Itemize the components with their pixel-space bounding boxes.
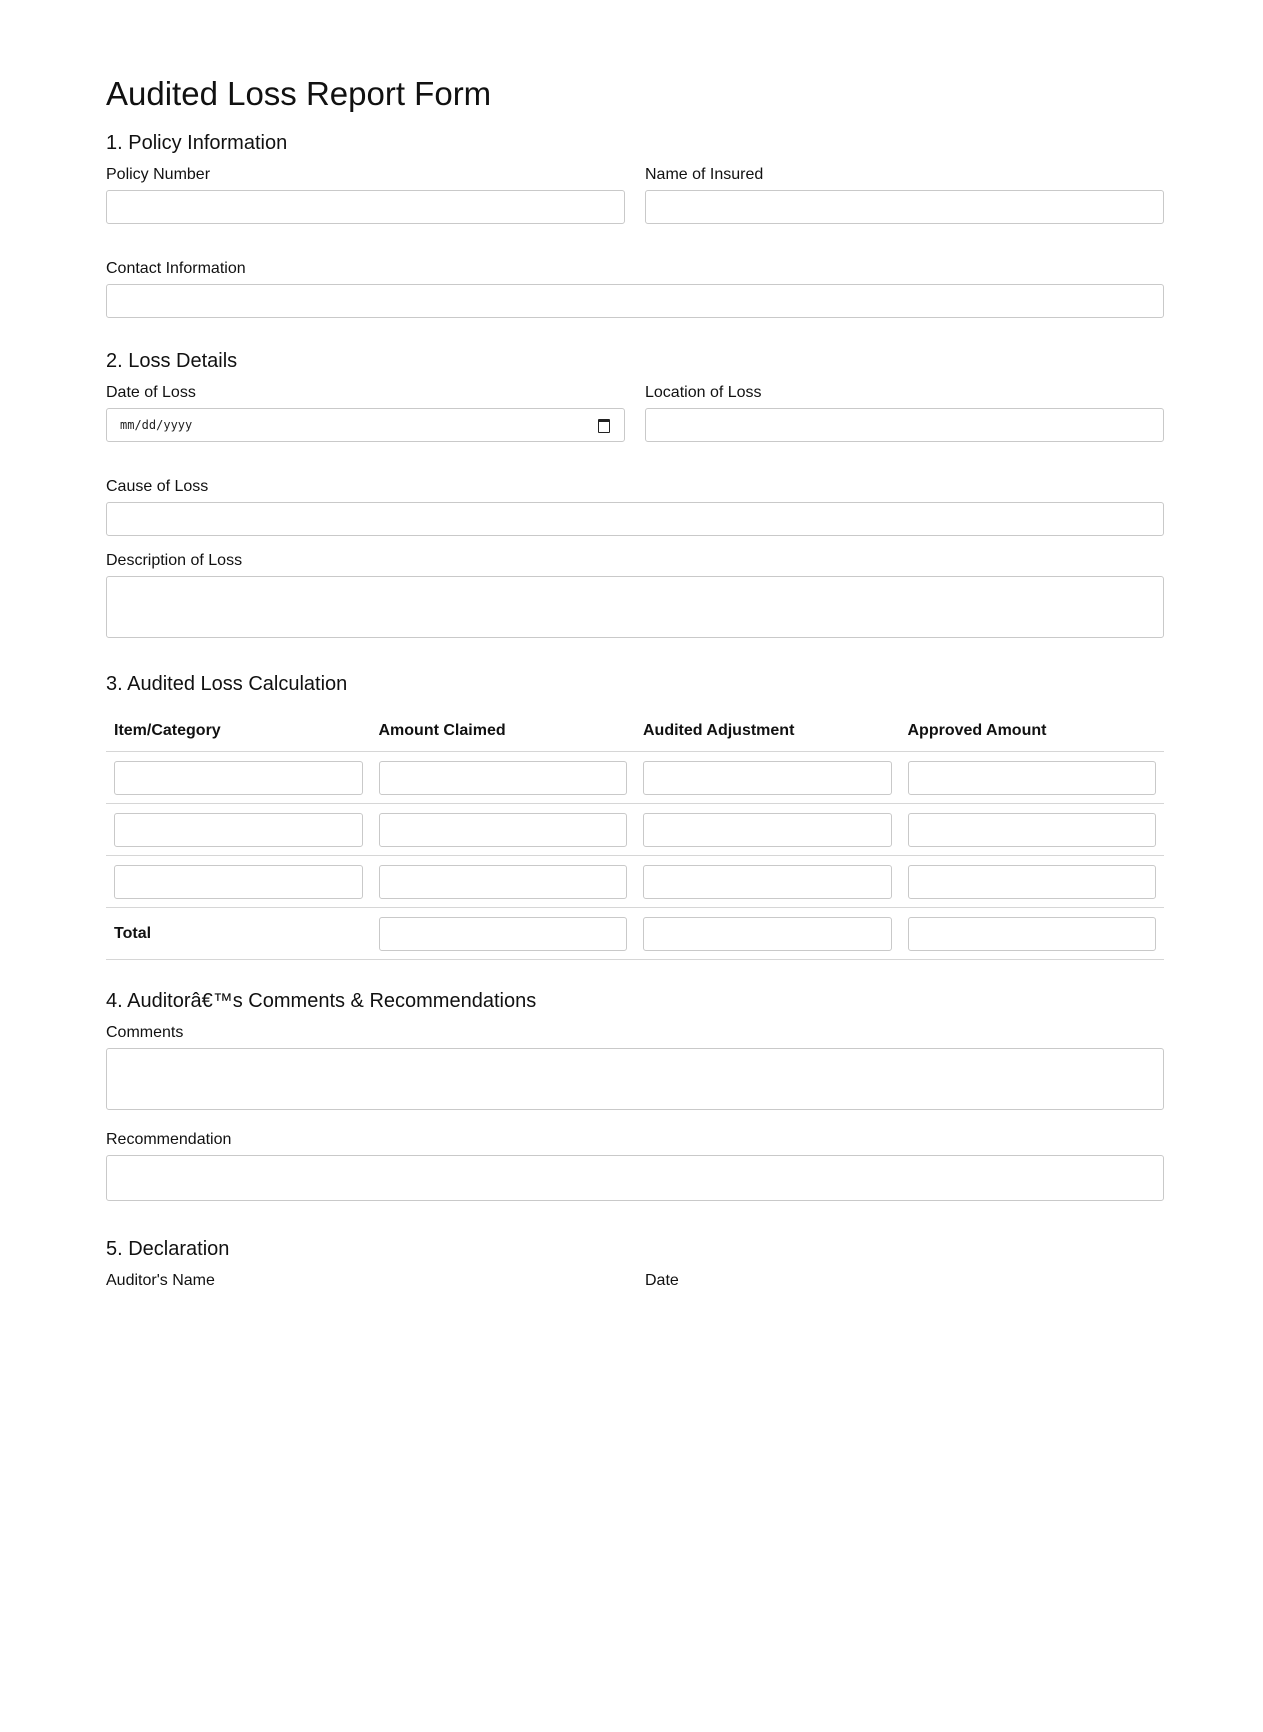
audited-adjustment-input[interactable] — [643, 865, 892, 899]
policy-number-input[interactable] — [106, 190, 625, 224]
column-header-item: Item/Category — [106, 711, 371, 752]
item-category-input[interactable] — [114, 813, 363, 847]
comments-textarea[interactable] — [106, 1048, 1164, 1110]
declaration-date-group — [645, 1272, 1164, 1296]
page-title: Audited Loss Report Form — [106, 75, 492, 112]
declaration-date-label: Date — [645, 1272, 679, 1289]
item-category-input[interactable] — [114, 761, 363, 795]
loss-description-textarea[interactable] — [106, 576, 1164, 638]
total-label: Total — [114, 924, 152, 942]
insured-name-group — [645, 166, 1164, 224]
audited-adjustment-input[interactable] — [643, 761, 892, 795]
loss-description-label: Description of Loss — [106, 552, 243, 569]
column-header-amount-claimed: Amount Claimed — [371, 711, 636, 752]
loss-date-label: Date of Loss — [106, 384, 196, 401]
section-heading-declaration: 5. Declaration — [106, 1238, 230, 1260]
loss-description-group — [106, 552, 1164, 643]
loss-location-group — [645, 384, 1164, 442]
total-audited-adjustment-input[interactable] — [643, 917, 892, 951]
calendar-icon[interactable] — [598, 419, 610, 433]
insured-name-label: Name of Insured — [645, 166, 764, 183]
amount-claimed-input[interactable] — [379, 813, 628, 847]
recommendation-group — [106, 1131, 1164, 1206]
policy-number-group — [106, 166, 625, 224]
item-category-input[interactable] — [114, 865, 363, 899]
contact-input[interactable] — [106, 284, 1164, 318]
loss-date-input[interactable] — [106, 408, 625, 442]
calculation-table — [106, 711, 1164, 960]
total-amount-claimed-input[interactable] — [379, 917, 628, 951]
approved-amount-input[interactable] — [908, 761, 1157, 795]
table-header-row — [106, 711, 1164, 752]
form-page — [106, 72, 1164, 1296]
loss-cause-group — [106, 478, 1164, 536]
amount-claimed-input[interactable] — [379, 761, 628, 795]
insured-name-input[interactable] — [645, 190, 1164, 224]
contact-label: Contact Information — [106, 260, 246, 277]
section-heading-comments: 4. Auditorâ€™s Comments & Recommendations — [106, 990, 537, 1012]
audited-adjustment-input[interactable] — [643, 813, 892, 847]
table-row — [106, 804, 1164, 856]
loss-location-input[interactable] — [645, 408, 1164, 442]
comments-group — [106, 1024, 1164, 1115]
auditor-name-group — [106, 1272, 625, 1296]
total-row — [106, 908, 1164, 960]
approved-amount-input[interactable] — [908, 813, 1157, 847]
loss-cause-label: Cause of Loss — [106, 478, 209, 495]
comments-label: Comments — [106, 1024, 184, 1041]
recommendation-textarea[interactable] — [106, 1155, 1164, 1201]
auditor-name-label: Auditor's Name — [106, 1272, 215, 1289]
amount-claimed-input[interactable] — [379, 865, 628, 899]
policy-number-label: Policy Number — [106, 166, 211, 183]
column-header-approved-amount: Approved Amount — [900, 711, 1165, 752]
section-heading-loss: 2. Loss Details — [106, 350, 238, 372]
total-approved-amount-input[interactable] — [908, 917, 1157, 951]
loss-cause-input[interactable] — [106, 502, 1164, 536]
loss-location-label: Location of Loss — [645, 384, 762, 401]
loss-date-group — [106, 384, 625, 442]
table-row — [106, 752, 1164, 804]
loss-date-placeholder: mm/dd/yyyy — [120, 418, 193, 432]
contact-group — [106, 260, 1164, 318]
recommendation-label: Recommendation — [106, 1131, 232, 1148]
table-row — [106, 856, 1164, 908]
section-heading-policy: 1. Policy Information — [106, 132, 288, 154]
section-heading-calculation: 3. Audited Loss Calculation — [106, 673, 348, 695]
approved-amount-input[interactable] — [908, 865, 1157, 899]
column-header-audited-adjustment: Audited Adjustment — [635, 711, 900, 752]
